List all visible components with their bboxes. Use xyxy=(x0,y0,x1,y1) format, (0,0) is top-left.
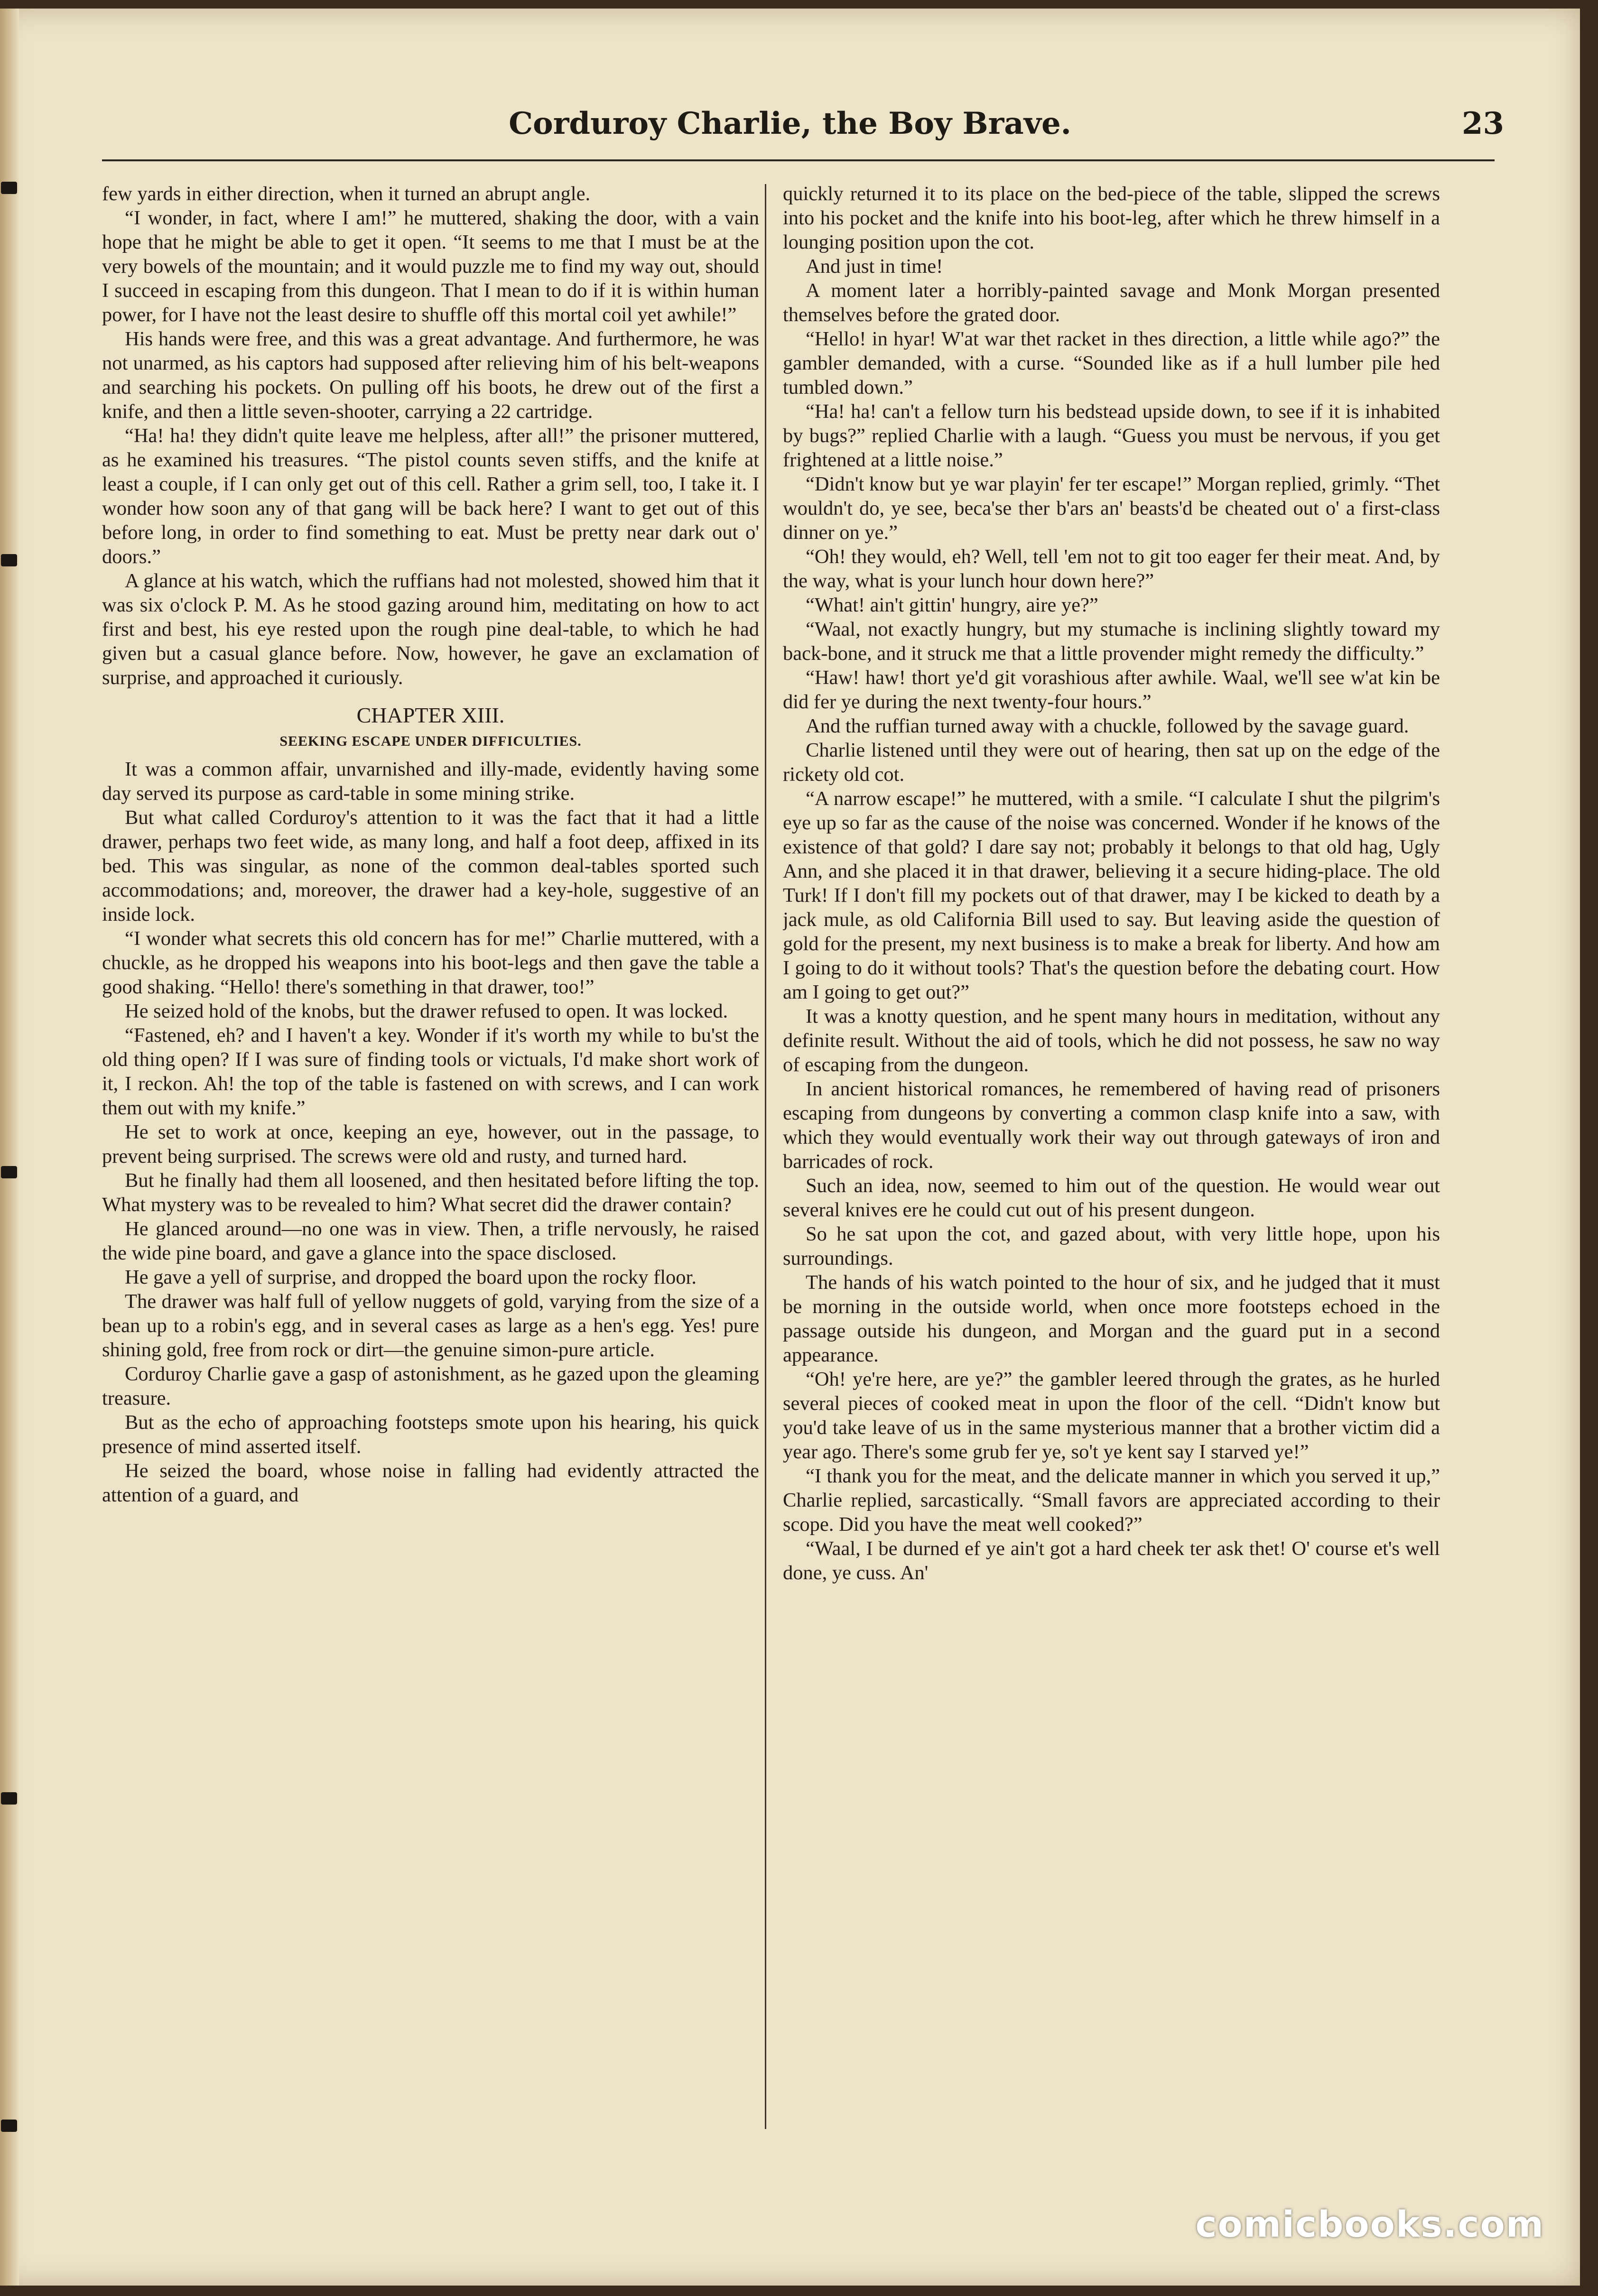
paragraph: “Ha! ha! they didn't quite leave me helpless, after all!” the prisoner muttered, as he examined his treasures. “The pistol counts seven stiffs, and the knife at least a couple, if I can only get out of this cell. Rather a grim sell, too, I take it. I wonder how soon any of that gang will be back here? I want to get out of this before long, in order to find something to eat. Must be pretty near dark out o' doors.” xyxy=(102,425,759,568)
paragraph: He seized the board, whose noise in falling had evidently attracted the attention of a guard, and xyxy=(102,1460,759,1506)
paragraph: The drawer was half full of yellow nuggets of gold, varying from the size of a bean up to a robin's egg, and in several cases as large as a hen's egg. Yes! pure shining gold, free from rock or dirt—the genuine simon-pure article. xyxy=(102,1290,759,1361)
paragraph: Corduroy Charlie gave a gasp of astonishment, as he gazed upon the gleaming treasure. xyxy=(102,1363,759,1409)
site-watermark: comicbooks.com xyxy=(1195,2203,1544,2245)
paragraph: Such an idea, now, seemed to him out of the question. He would wear out several knives ere he could cut out of his present dungeon. xyxy=(783,1175,1440,1221)
paragraph: In ancient historical romances, he remembered of having read of prisoners escaping from dungeons by converting a common clasp knife into a saw, with which they would eventually work their way out through gateways of iron and barricades of rock. xyxy=(783,1078,1440,1173)
paragraph: His hands were free, and this was a great advantage. And furthermore, he was not unarmed, as his captors had supposed after relieving him of his belt-weapons and searching his pockets. On pulling off his boots, he drew out of the first a knife, and then a little seven-shooter, carrying a 22 cartridge. xyxy=(102,328,759,423)
paragraph: Charlie listened until they were out of hearing, then sat up on the edge of the rickety old cot. xyxy=(783,739,1440,786)
paragraph: A moment later a horribly-painted savage and Monk Morgan presented themselves before the grated door. xyxy=(783,279,1440,326)
binding-hole xyxy=(1,182,17,194)
paragraph: “I thank you for the meat, and the delicate manner in which you served it up,” Charlie replied, sarcastically. “Small favors are appreciated according to their scope. Did you have the meat well cooked?” xyxy=(783,1465,1440,1536)
page-spine xyxy=(0,9,19,2286)
paragraph: “What! ain't gittin' hungry, aire ye?” xyxy=(806,594,1098,616)
paragraph: “Didn't know but ye war playin' fer ter escape!” Morgan replied, grimly. “Thet wouldn't do, ye see, beca'se ther b'ars an' beasts'd be cheated out o' a first-class dinner on ye.” xyxy=(783,473,1440,544)
running-title: Corduroy Charlie, the Boy Brave. xyxy=(509,106,1071,141)
paragraph: “I wonder, in fact, where I am!” he muttered, shaking the door, with a vain hope that he might be able to get it open. “It seems to me that I must be at the very bowels of the mountain; and it would puzzle me to find my way out, should I succeed in escaping from this dungeon. That I mean to do if it is within human power, for I have not the least desire to shuffle off this mortal coil yet awhile!” xyxy=(102,207,759,326)
binding-hole xyxy=(1,554,17,566)
column-divider xyxy=(765,184,766,2129)
paragraph: A glance at his watch, which the ruffians had not molested, showed him that it was six o'clock P. M. As he stood gazing around him, meditating on how to act first and best, his eye rested upon the rough pine deal-table, to which he had given but a casual glance before. Now, however, he gave an exclamation of surprise, and approached it curiously. xyxy=(102,570,759,689)
paragraph: “Oh! ye're here, are ye?” the gambler leered through the grates, as he hurled several pieces of cooked meat in upon the floor of the cell. “Didn't know but you'd take leave of us in the same mysterious manner that a brother victim did a year ago. There's some grub fer ye, so't ye kent say I starved ye!” xyxy=(783,1368,1440,1463)
paragraph: He seized hold of the knobs, but the drawer refused to open. It was locked. xyxy=(125,1000,728,1022)
paragraph: But what called Corduroy's attention to it was the fact that it had a little drawer, perhaps two feet wide, as many long, and half a foot deep, affixed in its bed. This was singular, as none of the common deal-tables sported such accommodations; and, moreover, the drawer had a key-hole, suggestive of an inside lock. xyxy=(102,806,759,926)
binding-hole xyxy=(1,1792,17,1805)
header-rule xyxy=(102,159,1495,161)
binding-hole xyxy=(1,1166,17,1178)
paragraph: He glanced around—no one was in view. Then, a trifle nervously, he raised the wide pine board, and gave a glance into the space disclosed. xyxy=(102,1218,759,1264)
paragraph: But he finally had them all loosened, and then hesitated before lifting the top. What mystery was to be revealed to him? What secret did the drawer contain? xyxy=(102,1169,759,1216)
chapter-heading: CHAPTER XIII. xyxy=(356,703,505,727)
book-page xyxy=(0,9,1580,2286)
page-header xyxy=(76,106,1504,148)
paragraph: But as the echo of approaching footsteps smote upon his hearing, his quick presence of mind asserted itself. xyxy=(102,1411,759,1458)
paragraph: It was a common affair, unvarnished and illy-made, evidently having some day served its purpose as card-table in some mining strike. xyxy=(102,758,759,805)
paragraph: He gave a yell of surprise, and dropped the board upon the rocky floor. xyxy=(125,1266,697,1288)
paragraph: few yards in either direction, when it turned an abrupt angle. xyxy=(102,183,591,205)
paragraph: He set to work at once, keeping an eye, however, out in the passage, to prevent being surprised. The screws were old and rusty, and turned hard. xyxy=(102,1121,759,1167)
paragraph: It was a knotty question, and he spent many hours in meditation, without any definite result. Without the aid of tools, which he did not possess, he saw no way of escaping from the dungeon. xyxy=(783,1005,1440,1076)
chapter-subtitle: SEEKING ESCAPE UNDER DIFFICULTIES. xyxy=(279,733,582,749)
paragraph: So he sat upon the cot, and gazed about, with very little hope, upon his surroundings. xyxy=(783,1223,1440,1269)
paragraph: And the ruffian turned away with a chuckle, followed by the savage guard. xyxy=(806,715,1409,737)
page-number: 23 xyxy=(1461,106,1504,141)
paragraph: And just in time! xyxy=(806,255,943,278)
paragraph: “Waal, not exactly hungry, but my stumache is inclining slightly toward my back-bone, and it struck me that a little provender might remedy the difficulty.” xyxy=(783,618,1440,665)
paragraph: “I wonder what secrets this old concern has for me!” Charlie muttered, with a chuckle, as he dropped his weapons into his boot-legs and then gave the table a good shaking. “Hello! there's something in that drawer, too!” xyxy=(102,927,759,998)
paragraph: quickly returned it to its place on the bed-piece of the table, slipped the screws into his pocket and the knife into his boot-leg, after which he threw himself in a lounging position upon the cot. xyxy=(783,183,1440,253)
paragraph: “Waal, I be durned ef ye ain't got a hard cheek ter ask thet! O' course et's well done, ye cuss. An' xyxy=(783,1537,1440,1584)
paragraph: “Oh! they would, eh? Well, tell 'em not to git too eager fer their meat. And, by the way, what is your lunch hour down here?” xyxy=(783,546,1440,592)
paragraph: “Ha! ha! can't a fellow turn his bedstead upside down, to see if it is inhabited by bugs?” replied Charlie with a laugh. “Guess you must be nervous, if you get frightened at a little noise.” xyxy=(783,400,1440,471)
binding-hole xyxy=(1,2120,17,2132)
paragraph: The hands of his watch pointed to the hour of six, and he judged that it must be morning in the outside world, when once more footsteps echoed in the passage outside his dungeon, and Morgan and the guard put in a second appearance. xyxy=(783,1271,1440,1366)
paragraph: “Hello! in hyar! W'at war thet racket in thes direction, a little while ago?” the gambler demanded, with a curse. “Sounded like as if a hull lumber pile hed tumbled down.” xyxy=(783,328,1440,398)
left-column xyxy=(102,182,759,2136)
paragraph: “Fastened, eh? and I haven't a key. Wonder if it's worth my while to bu'st the old thing open? If I was sure of finding tools or victuals, I'd make short work of it, I reckon. Ah! the top of the table is fastened on with screws, and I can work them out with my knife.” xyxy=(102,1024,759,1119)
right-column xyxy=(783,182,1440,2136)
paragraph: “A narrow escape!” he muttered, with a smile. “I calculate I shut the pilgrim's eye up so far as the cause of the noise was concerned. Wonder if he knows of the existence of that gold? I dare say not; probably it belongs to that old hag, Ugly Ann, and she placed it in that drawer, believing it a secure hiding-place. The old Turk! If I don't fill my pockets out of that drawer, may I be kicked to death by a jack mule, as old California Bill used to say. But leaving aside the question of gold for the present, my next business is to make a break for liberty. And how am I going to do it without tools? That's the question before the debating court. How am I going to get out?” xyxy=(783,787,1440,1003)
paragraph: “Haw! haw! thort ye'd git vorashious after awhile. Waal, we'll see w'at kin be did fer ye during the next twenty-four hours.” xyxy=(783,667,1440,713)
